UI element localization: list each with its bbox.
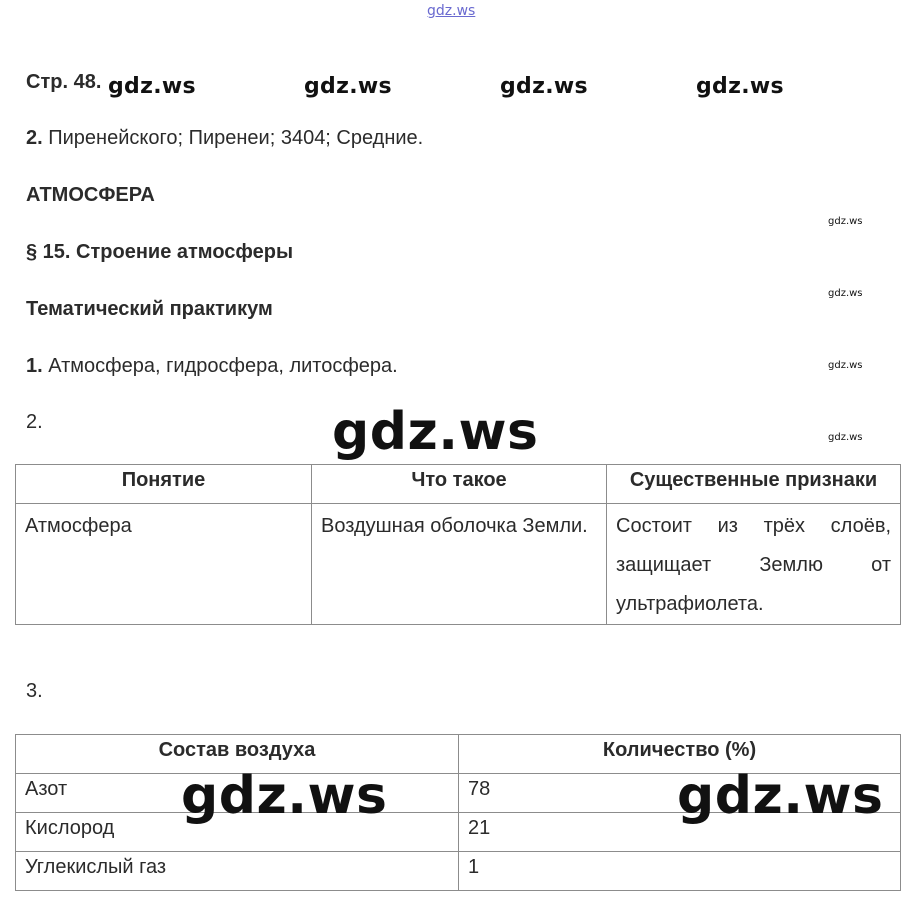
- watermark-row-4: gdz.ws: [696, 74, 784, 99]
- table-cell: [312, 504, 607, 625]
- cell-text: Состоит из трёх слоёв, защищает Землю от ультрафиолета.: [616, 515, 891, 615]
- table-row: [16, 504, 901, 625]
- table-row: [16, 852, 901, 891]
- cell-text: Воздушная оболочка Земли.: [321, 515, 588, 537]
- table-header-cell: Существенные признаки: [607, 465, 901, 504]
- watermark-small-4: gdz.ws: [828, 432, 863, 443]
- table-cell: 78: [459, 774, 901, 813]
- watermark-big-1: gdz.ws: [332, 402, 539, 462]
- paragraph-title: § 15. Строение атмосферы: [26, 241, 294, 263]
- watermark-small-3: gdz.ws: [828, 360, 863, 371]
- watermark-row-3: gdz.ws: [500, 74, 588, 99]
- practicum-title: Тематический практикум: [26, 298, 273, 320]
- watermark-small-1: gdz.ws: [828, 216, 863, 227]
- table-cell: Кислород: [16, 813, 459, 852]
- table-cell: Углекислый газ: [16, 852, 459, 891]
- watermark-small-2: gdz.ws: [828, 288, 863, 299]
- table-header-cell: Понятие: [16, 465, 312, 504]
- answer-number: 1.: [26, 355, 43, 377]
- watermark-row-2: gdz.ws: [304, 74, 392, 99]
- table-header-cell: Количество (%): [459, 735, 901, 774]
- table-cell: 21: [459, 813, 901, 852]
- table-header-row: [16, 465, 901, 504]
- table-header-cell: Состав воздуха: [16, 735, 459, 774]
- answer-text: Атмосфера, гидросфера, литосфера.: [48, 355, 398, 377]
- table-header-cell: Что такое: [312, 465, 607, 504]
- answer-number-3: 3.: [26, 680, 43, 702]
- section-title: АТМОСФЕРА: [26, 184, 155, 206]
- table-cell: 1: [459, 852, 901, 891]
- answer-number: 2.: [26, 127, 43, 149]
- cell-text: Атмосфера: [25, 515, 132, 537]
- concept-table: [15, 464, 901, 625]
- answer-line-2-prev: [26, 127, 423, 150]
- watermark-row-1: gdz.ws: [108, 74, 196, 99]
- watermark-big-3: gdz.ws: [677, 766, 884, 826]
- answer-text: Пиренейского; Пиренеи; 3404; Средние.: [48, 127, 424, 149]
- watermark-top: gdz.ws: [427, 3, 476, 19]
- answer-line-1: [26, 355, 398, 378]
- page-reference: Стр. 48.: [26, 71, 102, 93]
- table-cell: [607, 504, 901, 625]
- table-cell: Азот: [16, 774, 459, 813]
- table-cell: [16, 504, 312, 625]
- answer-number-2: 2.: [26, 411, 43, 433]
- watermark-big-2: gdz.ws: [181, 766, 388, 826]
